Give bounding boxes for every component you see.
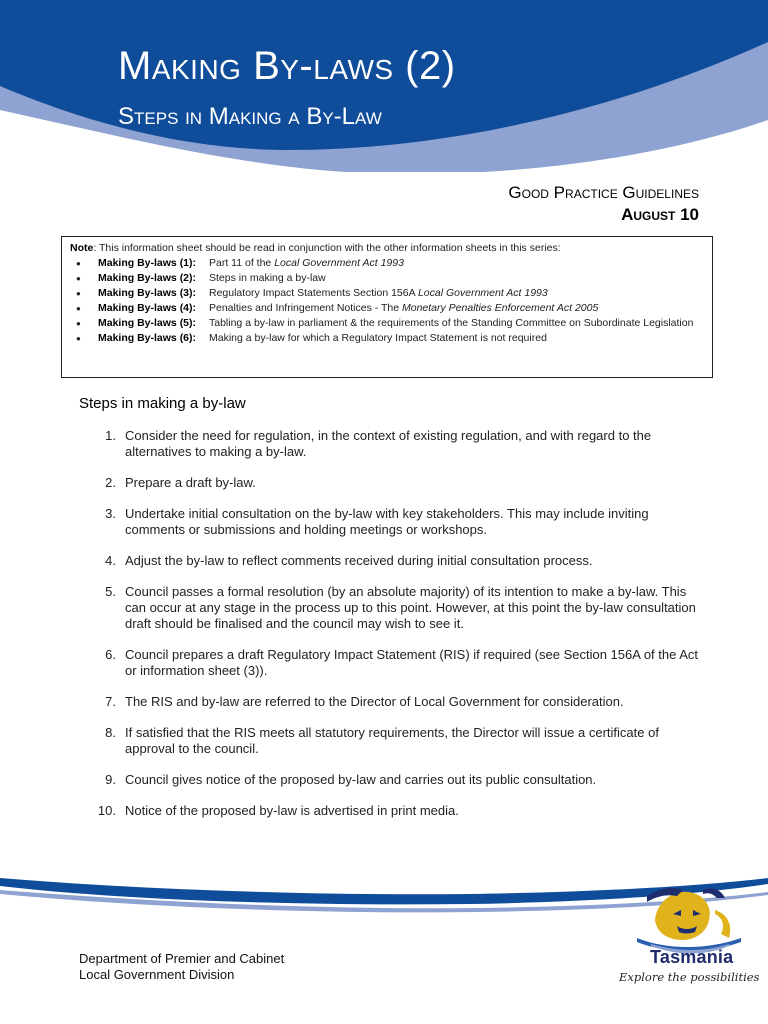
step-text: Council prepares a draft Regulatory Impact Statement (RIS) if required (see Section 156A of the Act or information sheet (3)). [125,647,699,678]
series-name: Making By-laws (2): [98,272,197,284]
step-item [79,803,699,819]
step-number: 8. [105,725,116,740]
step-number: 6. [105,647,116,662]
footer-division: Local Government Division [79,967,235,982]
bullet-icon [76,256,98,271]
series-item [76,316,704,331]
step-text: If satisfied that the RIS meets all statutory requirements, the Director will issue a certificate of approval to the council. [125,725,659,756]
series-name: Making By-laws (5): [98,317,197,329]
step-item [79,428,699,460]
series-desc [209,271,704,286]
series-name: Making By-laws (4): [98,302,197,314]
bullet-icon [76,331,98,346]
bullet-icon [76,316,98,331]
note-label: Note [70,242,94,254]
guidelines-label: Good Practice Guidelines [508,183,699,202]
step-text: Prepare a draft by-law. [125,475,256,490]
step-text: Council gives notice of the proposed by-law and carries out its public consultation. [125,772,597,787]
page-subtitle: Steps in Making a By-Law [118,103,382,130]
step-number: 4. [105,553,116,568]
step-number: 2. [105,475,116,490]
step-text: Undertake initial consultation on the by-law with key stakeholders. This may include inviting comments or submissions and holding meetings or workshops. [125,506,649,537]
step-item [79,725,699,757]
step-text: Consider the need for regulation, in the context of existing regulation, and with regard to the alternatives to making a by-law. [125,428,652,459]
page-title: Making By-laws (2) [118,44,456,88]
series-italic: Local Government Act 1993 [417,287,548,299]
series-text: Regulatory Impact Statements Section 156A [209,287,418,299]
note-intro [70,241,704,256]
step-number: 10. [97,803,116,818]
footer-department-block [79,951,284,983]
step-text: Adjust the by-law to reflect comments received during initial consultation process. [125,553,593,568]
steps-list [79,428,699,819]
series-text: Steps in making a by-law [209,272,326,284]
step-number: 5. [105,584,116,599]
step-item [79,475,699,491]
bullet-icon [76,301,98,316]
logo-tagline: Explore the possibilities [619,970,760,984]
bullet-icon [76,271,98,286]
steps-heading: Steps in making a by-law [79,395,246,412]
step-item [79,772,699,788]
series-list [70,256,704,346]
series-text: Penalties and Infringement Notices - The [209,302,402,314]
series-desc [209,286,704,301]
guidelines-block [508,182,699,226]
step-number: 9. [105,772,116,787]
series-item [76,286,704,301]
series-desc [209,301,704,316]
step-item [79,553,699,569]
series-desc [209,316,704,331]
bullet-icon [76,286,98,301]
step-number: 3. [105,506,116,521]
series-item [76,271,704,286]
series-name: Making By-laws (6): [98,332,197,344]
series-desc [209,331,704,346]
series-desc [209,256,704,271]
logo-name: Tasmania [650,947,734,967]
guidelines-date: August 10 [621,205,699,224]
footer-department: Department of Premier and Cabinet [79,951,285,966]
step-text: Council passes a formal resolution (by an absolute majority) of its intention to make a by-law. This can occur at any stage in the process up to this point. However, at this point the by-law consultation draft should be finalised and the council may wish to see it. [125,584,696,631]
series-italic: Local Government Act 1993 [274,257,404,269]
series-item [76,301,704,316]
step-number: 7. [105,694,116,709]
series-text: Tabling a by-law in parliament & the requirements of the Standing Committee on Subordinate Legislation [209,317,694,329]
step-text: Notice of the proposed by-law is advertised in print media. [125,803,459,818]
step-item [79,694,699,710]
step-item [79,584,699,632]
series-item [76,331,704,346]
step-item [79,647,699,679]
step-number: 1. [105,428,116,443]
series-italic: Monetary Penalties Enforcement Act 2005 [402,302,599,314]
step-item [79,506,699,538]
series-text: Part 11 of the [209,257,275,269]
series-item [76,256,704,271]
series-name: Making By-laws (1): [98,257,197,269]
note-box [61,236,713,378]
note-text: : This information sheet should be read in conjunction with the other information sheets in this series: [93,242,561,254]
series-name: Making By-laws (3): [98,287,197,299]
series-text: Making a by-law for which a Regulatory Impact Statement is not required [209,332,547,344]
step-text: The RIS and by-law are referred to the Director of Local Government for consideration. [125,694,624,709]
